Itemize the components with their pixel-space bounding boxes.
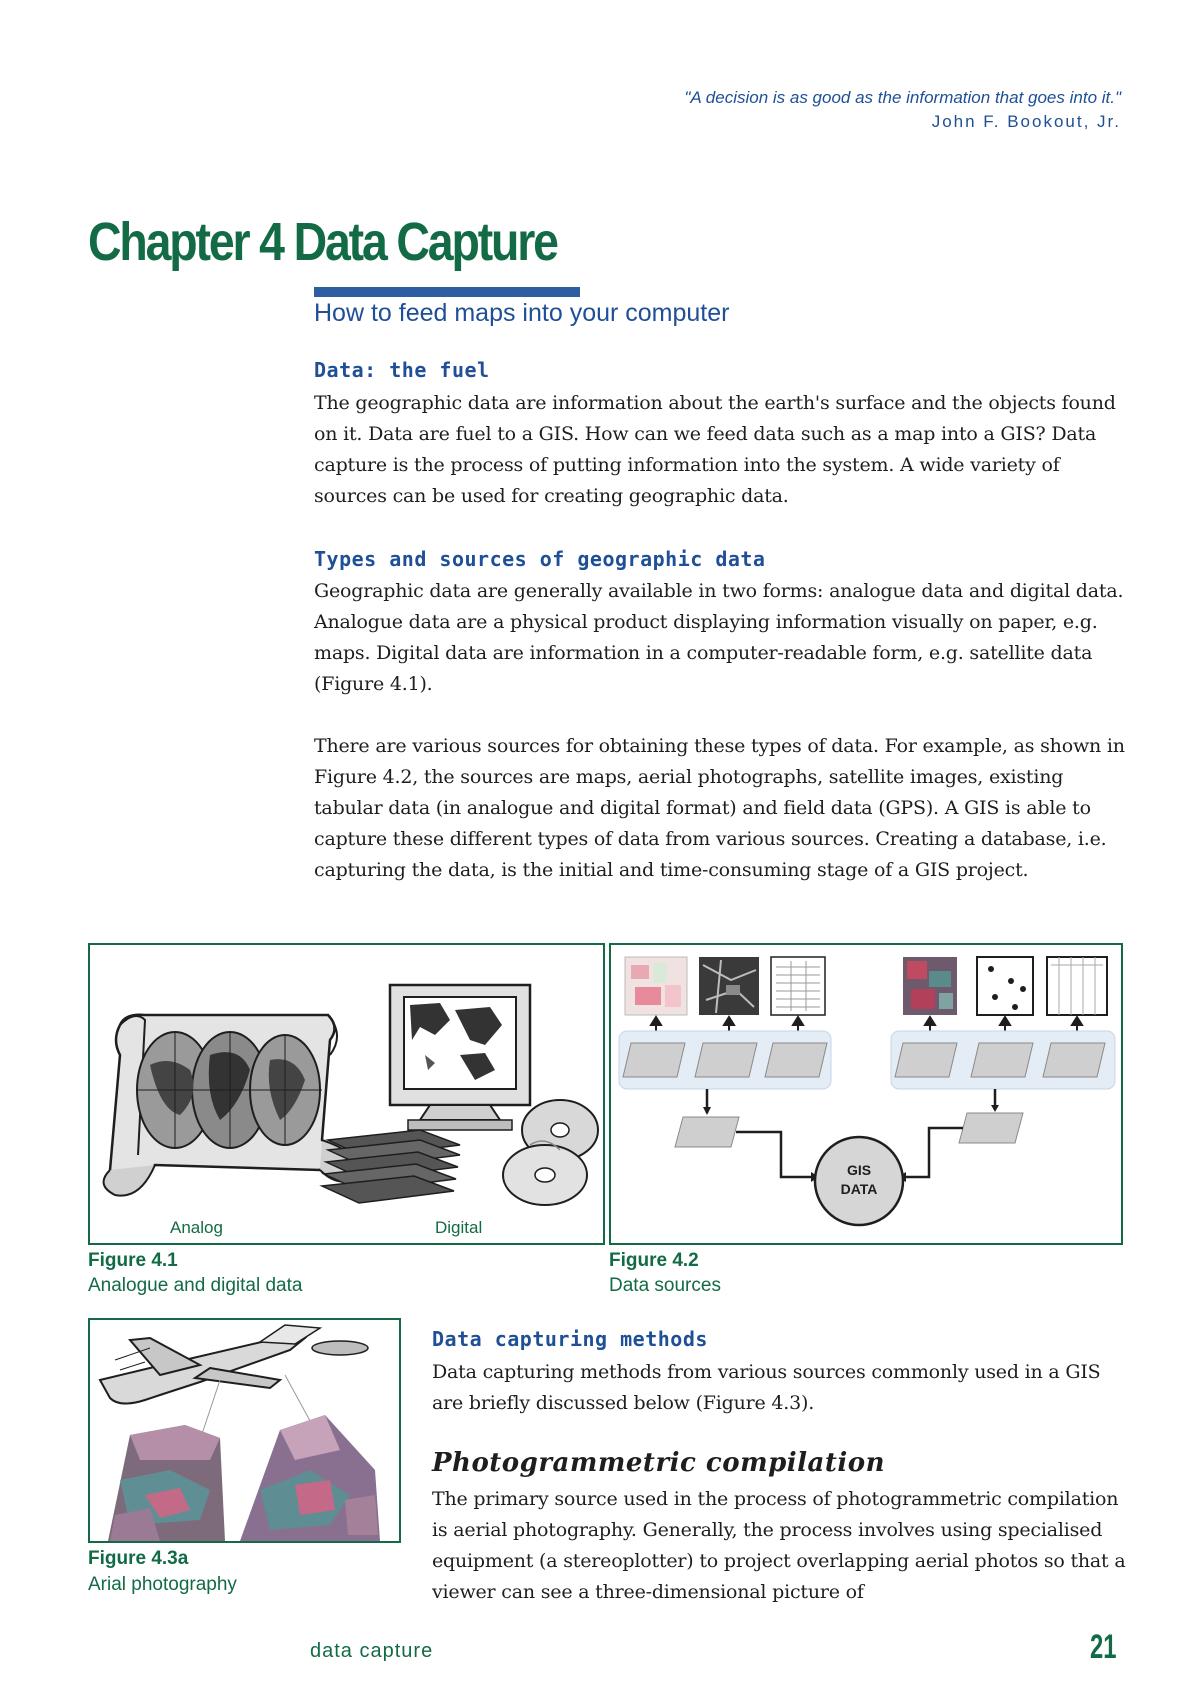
paragraph-methods: Data capturing methods from various sources commonly used in a GIS are briefly discussed below (Figure 4.3).	[432, 1361, 1101, 1414]
epigraph-author: John F. Bookout, Jr.	[931, 112, 1121, 131]
analog-digital-illustration	[90, 945, 603, 1243]
epigraph-quote: "A decision is as good as the information that goes into it."	[684, 88, 1121, 107]
terrain-right-photo	[240, 1415, 380, 1541]
figure-4-1-label: Figure 4.1	[88, 1250, 178, 1271]
subsection-heading-photogrammetric: Photogrammetric compilation	[432, 1448, 885, 1478]
section-heading-types: Types and sources of geographic data	[314, 547, 766, 571]
section-heading-fuel: Data: the fuel	[314, 358, 490, 382]
gis-data-label-line2: DATA	[840, 1181, 878, 1197]
figure-4-1-caption: Analogue and digital data	[88, 1275, 303, 1296]
digital-label: Digital	[435, 1218, 483, 1237]
compact-disc-icon	[503, 1100, 598, 1205]
terrain-left-photo	[108, 1425, 225, 1541]
analog-label: Analog	[170, 1218, 223, 1237]
figure-4-2-label: Figure 4.2	[609, 1250, 699, 1271]
gps-points-thumbnail	[977, 957, 1033, 1015]
paragraph-fuel: The geographic data are information about the earth's surface and the objects found on it. Data are fuel to a GIS. How can we feed data such as a map into a GIS? Data capture is the process of putting information into the system. A wide variety of sources can be used for creating geographic data.	[314, 392, 1116, 507]
section-heading-methods: Data capturing methods	[432, 1327, 708, 1351]
figure-4-2-caption: Data sources	[609, 1275, 721, 1296]
footer-section-label: data capture	[310, 1640, 434, 1662]
page-number: 21	[1090, 1628, 1117, 1666]
aerial-photo-thumbnail	[699, 957, 759, 1015]
figure-4-1-frame	[88, 943, 605, 1245]
paragraph-types-2: There are various sources for obtaining these types of data. For example, as shown in Figure 4.2, the sources are maps, aerial photographs, satellite images, existing tabular data (in analogue and digital format) and field data (GPS). A GIS is able to capture these different types of data from various sources. Creating a database, i.e. capturing the data, is the initial and time-consuming stage of a GIS project.	[314, 735, 1125, 881]
figure-4-3a-label: Figure 4.3a	[88, 1548, 189, 1569]
chapter-title: Chapter 4 Data Capture	[88, 212, 557, 272]
disk-stack-icon	[322, 1130, 460, 1203]
figure-4-3a-caption: Arial photography	[88, 1574, 237, 1595]
existing-data-thumbnail	[1047, 957, 1107, 1015]
data-sources-diagram	[611, 945, 1121, 1243]
satellite-image-thumbnail	[903, 957, 957, 1015]
computer-monitor-icon	[390, 985, 530, 1130]
chapter-subtitle: How to feed maps into your computer	[314, 299, 730, 327]
paragraph-types-1: Geographic data are generally available in two forms: analogue data and digital data. Analogue data are a physical product displaying information visually on paper, e.g. maps. Digital data are information in a computer-readable form, e.g. satellite data (Figure 4.1).	[314, 580, 1124, 695]
figure-4-2-frame	[609, 943, 1123, 1245]
report-thumbnail	[771, 957, 825, 1015]
aerial-photography-illustration	[90, 1320, 399, 1541]
airplane-icon	[100, 1325, 368, 1404]
map-thumbnail	[625, 957, 687, 1015]
gis-data-label-line1: GIS	[846, 1162, 872, 1178]
paragraph-photogrammetric: The primary source used in the process of photogrammetric compilation is aerial photography. Generally, the process involves using specialised equipment (a stereoplotter) to project overlapping aerial photos so that a viewer can see a three-dimensional picture of	[432, 1488, 1126, 1603]
title-underline	[314, 287, 580, 297]
figure-4-3a-frame	[88, 1318, 401, 1543]
scroll-map-icon	[104, 1015, 361, 1196]
